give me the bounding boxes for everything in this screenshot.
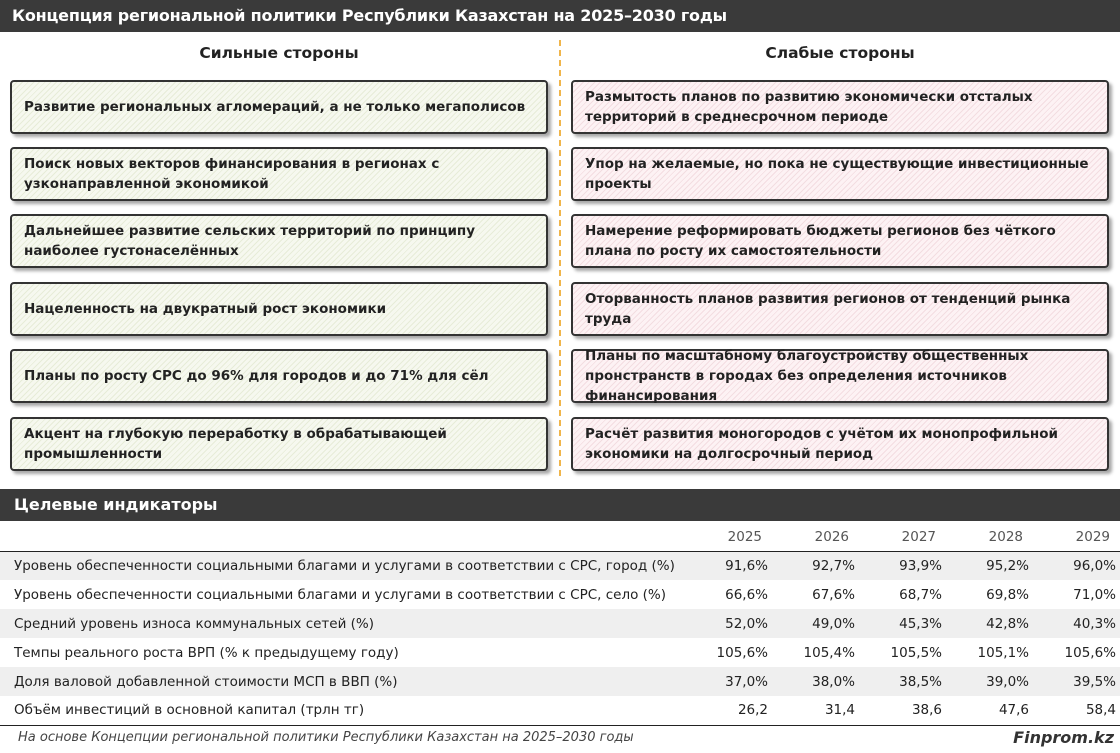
cell-value: 42,8% (946, 609, 1033, 638)
weakness-card (571, 349, 1109, 403)
weakness-text: Оторванность планов развития регионов от тенденций рынка труда (585, 291, 1071, 327)
strengths-heading: Сильные стороны (199, 44, 359, 62)
table-header-row (0, 523, 1120, 551)
cell-value: 91,6% (685, 551, 772, 580)
cell-value: 58,4 (1033, 696, 1120, 725)
year-header: 2028 (946, 523, 1033, 551)
weaknesses-heading: Слабые стороны (765, 44, 915, 62)
table-row (0, 696, 1120, 725)
table-row (0, 638, 1120, 667)
brand-logo-text: Finprom.kz (1013, 728, 1114, 747)
strength-text: Планы по росту СРС до 96% для городов и до 71% для сёл (24, 368, 489, 384)
cell-value: 105,6% (1064, 644, 1116, 661)
year-header: 2027 (859, 523, 946, 551)
strength-card (10, 214, 548, 268)
strength-card (10, 147, 548, 201)
weakness-text: Упор на желаемые, но пока не существующие инвестиционные проекты (585, 156, 1089, 192)
strength-card (10, 349, 548, 403)
cell-value: 39,0% (946, 667, 1033, 696)
strength-card (10, 282, 548, 336)
cell-value: 93,9% (859, 551, 946, 580)
table-row (0, 551, 1120, 580)
cell-value: 66,6% (725, 586, 768, 603)
indicators-table (0, 523, 1120, 726)
cell-value: 38,0% (772, 667, 859, 696)
weakness-text: Размытость планов по развитию экономически отсталых территорий в среднесрочном периоде (585, 89, 1033, 125)
row-label: Темпы реального роста ВРП (% к предыдущему году) (14, 644, 399, 661)
cell-value: 67,6% (812, 586, 855, 603)
table-header-blank (0, 523, 685, 551)
row-label: Средний уровень износа коммунальных сетей (%) (0, 609, 685, 638)
cell-value: 52,0% (685, 609, 772, 638)
cell-value: 38,6 (859, 696, 946, 725)
row-label: Уровень обеспеченности социальными благами и услугами в соответствии с СРС, село (%) (14, 586, 666, 603)
year-header: 2025 (685, 523, 772, 551)
row-label: Уровень обеспеченности социальными благами и услугами в соответствии с СРС, город (%) (0, 551, 685, 580)
indicators-heading: Целевые индикаторы (0, 489, 1120, 521)
cell-value: 31,4 (772, 696, 859, 725)
cell-value: 105,1% (977, 644, 1029, 661)
cell-value: 105,6% (716, 644, 768, 661)
weakness-card (571, 80, 1109, 134)
row-label: Доля валовой добавленной стоимости МСП в ВВП (%) (0, 667, 685, 696)
cell-value: 38,5% (859, 667, 946, 696)
year-header: 2029 (1033, 523, 1120, 551)
row-label: Объём инвестиций в основной капитал (трлн тг) (0, 696, 685, 725)
year-header: 2026 (772, 523, 859, 551)
cell-value: 39,5% (1033, 667, 1120, 696)
cell-value: 96,0% (1033, 551, 1120, 580)
strength-text: Поиск новых векторов финансирования в регионах с узконаправленной экономикой (24, 156, 440, 192)
column-divider (559, 40, 561, 476)
weakness-text: Планы по масштабному благоустройству общественных пронстранств в городах без определения источников финансирования (585, 348, 1029, 404)
cell-value: 95,2% (946, 551, 1033, 580)
cell-value: 47,6 (946, 696, 1033, 725)
strength-text: Нацеленность на двукратный рост экономики (24, 301, 387, 317)
table-row (0, 609, 1120, 638)
table-row (0, 667, 1120, 696)
cell-value: 68,7% (899, 586, 942, 603)
cell-value: 37,0% (685, 667, 772, 696)
strength-text: Развитие региональных агломераций, а не только мегаполисов (24, 99, 526, 115)
weakness-card (571, 282, 1109, 336)
weakness-text: Расчёт развития моногородов с учётом их монопрофильной экономики на долгосрочный период (585, 426, 1058, 462)
cell-value: 105,4% (803, 644, 855, 661)
cell-value: 105,5% (890, 644, 942, 661)
page-title: Концепция региональной политики Республики Казахстан на 2025–2030 годы (0, 0, 1120, 32)
strength-card (10, 80, 548, 134)
cell-value: 49,0% (772, 609, 859, 638)
cell-value: 71,0% (1073, 586, 1116, 603)
weakness-text: Намерение реформировать бюджеты регионов без чёткого плана по росту их самостоятельности (585, 223, 1056, 259)
source-note: На основе Концепции региональной политики Республики Казахстан на 2025–2030 годы (18, 730, 634, 745)
strength-card (10, 417, 548, 471)
weakness-card (571, 417, 1109, 471)
cell-value: 40,3% (1033, 609, 1120, 638)
strength-text: Дальнейшее развитие сельских территорий по принципу наиболее густонаселённых (24, 223, 476, 259)
cell-value: 69,8% (986, 586, 1029, 603)
weakness-card (571, 147, 1109, 201)
strength-text: Акцент на глубокую переработку в обрабатывающей промышленности (24, 426, 447, 462)
weakness-card (571, 214, 1109, 268)
table-row (0, 580, 1120, 609)
cell-value: 92,7% (772, 551, 859, 580)
cell-value: 26,2 (685, 696, 772, 725)
cell-value: 45,3% (859, 609, 946, 638)
